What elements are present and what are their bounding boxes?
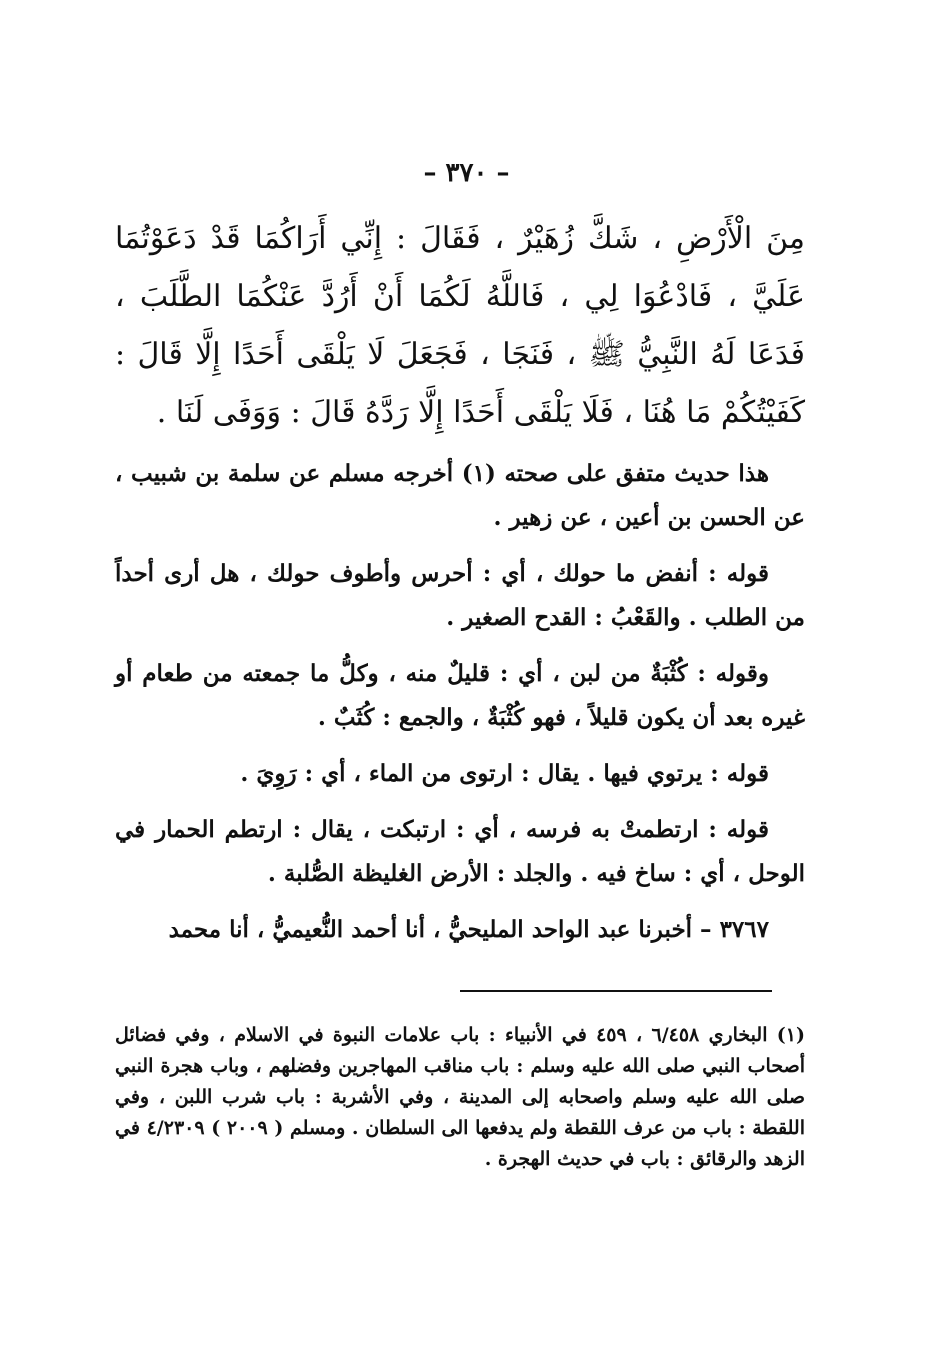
hadith-text: مِنَ الْأَرْضِ ، شَكَّ زُهَيْرٌ ، فَقَالَ : إِنِّي أَرَاكُمَا قَدْ دَعَوْتُمَا عَلَيَّ ، فَادْعُوَا لِي ، فَاللَّهُ لَكُمَا أَنْ أَرُدَّ عَنْكُمَا الطَّلَبَ ، فَدَعَا لَهُ النَّبِيُّ ﷺ ، فَنَجَا ، فَجَعَلَ لَا يَلْقَى أَحَدًا إِلَّا قَالَ : كَفَيْتُكُمْ مَا هُنَا ، فَلَا يَلْقَى أَحَدًا إِلَّا رَدَّهُ قَالَ : وَوَفَى لَنَا . bbox=[115, 221, 806, 430]
paragraph-explanation-3: قوله : يرتوي فيها . يقال : ارتوى من الماء ، أي : رَوِيَ . bbox=[240, 760, 769, 787]
main-text bbox=[115, 210, 805, 964]
page-number: – ٣٧٠ – bbox=[423, 158, 510, 188]
paragraph-explanation-1: قوله : أنفض ما حولك ، أي : أحرس وأطوف حولك ، هل أرى أحداً من الطلب . والقَعْبُ : القدح الصغير . bbox=[115, 560, 805, 631]
paragraph-takhrij: هذا حديث متفق على صحته (١) أخرجه مسلم عن سلمة بن شبيب ، عن الحسن بن أعين ، عن زهير . bbox=[115, 460, 805, 531]
footnote-divider bbox=[460, 990, 772, 992]
footnote: (١) البخاري ٦/٤٥٨ ، ٤٥٩ في الأنبياء : باب علامات النبوة في الاسلام ، وفي فضائل أصحاب النبي صلى الله عليه وسلم : باب مناقب المهاجرين وفضلهم ، وباب هجرة النبي صلى الله عليه وسلم واصحابه إلى المدينة ، وفي الأشربة : باب شرب اللبن ، وفي اللقطة : باب من عرف اللقطة ولم يدفعها الى السلطان . ومسلم ( ٢٠٠٩ ) ٤/٢٣٠٩ في الزهد والرقائق : باب في حديث الهجرة . bbox=[115, 1024, 805, 1170]
paragraph-explanation-4: قوله : ارتطمتْ به فرسه ، أي : ارتبكت ، يقال : ارتطم الحمار في الوحل ، أي : ساخ فيه . والجلد : الأرض الغليظة الصُّلبة . bbox=[115, 816, 805, 887]
paragraph-hadith-3767: ٣٧٦٧ – أخبرنا عبد الواحد المليحيُّ ، أنا أحمد النُّعيميُّ ، أنا محمد bbox=[168, 916, 769, 943]
paragraph-explanation-2: وقوله : كُثْبَةٌ من لبن ، أي : قليلٌ منه ، وكلُّ ما جمعته من طعام أو غيره بعد أن يكون قليلاً ، فهو كُثْبَةٌ ، والجمع : كُثَبٌ . bbox=[115, 660, 805, 731]
